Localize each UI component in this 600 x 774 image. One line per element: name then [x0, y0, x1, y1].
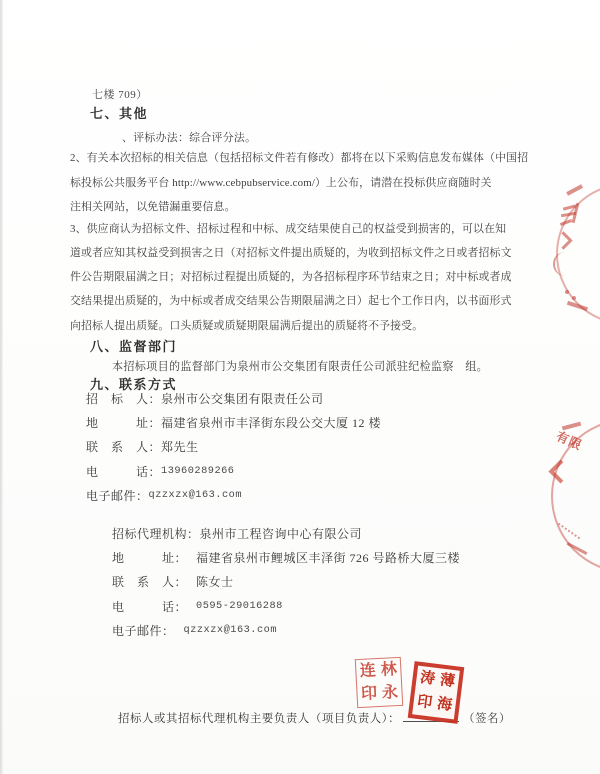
seal-character: 涛 — [419, 670, 436, 688]
contact-value: qzzxzx@163.com — [148, 489, 243, 502]
seal-character: 薄 — [438, 672, 456, 691]
contact-value: qzzxzx@163.com — [183, 624, 278, 637]
contact-value: 泉州市工程咨询中心有限公司 — [199, 526, 363, 541]
contact-row-email — [112, 618, 460, 642]
contact-label: 电子邮件： — [112, 623, 175, 638]
contact-value: 福建省泉州市鲤城区丰泽街 726 号路桥大厦三楼 — [196, 550, 461, 565]
scan-left-edge-shadow — [0, 0, 3, 774]
seal-character: 印 — [360, 684, 378, 703]
seal-character: 林 — [380, 661, 398, 680]
contact-label: 地 址： — [112, 550, 188, 565]
contact-label: 招标代理机构： — [112, 526, 200, 541]
contact-row-phone — [86, 459, 381, 483]
contact-value: 13960289266 — [161, 465, 235, 478]
continuation-line: 七楼 709） — [92, 89, 148, 101]
personal-name-seal-bo — [408, 661, 465, 724]
contact-row-address — [112, 545, 460, 569]
signature-prefix: 招标人或其招标代理机构主要负责人（项目负责人）： — [118, 713, 401, 725]
signature-suffix: （签名） — [463, 713, 512, 725]
stamp-mark — [566, 184, 583, 195]
contact-row-email — [86, 483, 381, 507]
personal-name-seal-lin — [355, 657, 404, 708]
paragraph-line: 道或者应知其权益受到损害之日（对招标文件提出质疑的，为收到招标文件之日或者招标文 — [70, 247, 512, 260]
seal-character: 印 — [416, 693, 434, 712]
paragraph-tender-info — [70, 146, 528, 220]
stamp-text: 有限 — [553, 429, 585, 453]
tenderer-contact-block — [86, 386, 381, 507]
contact-value: 陈女士 — [196, 575, 234, 590]
contact-label: 联 系 人： — [112, 575, 188, 590]
contact-row-tenderer — [86, 386, 381, 410]
agency-contact-block — [112, 521, 460, 642]
contact-label: 招 标 人： — [86, 391, 162, 406]
paragraph-line: 注相关网站，以免错漏重要信息。 — [70, 201, 236, 214]
contact-row-person — [86, 435, 381, 459]
paragraph-query-rules — [70, 217, 512, 338]
contact-label: 电 话： — [112, 599, 188, 614]
seal-character: 连 — [359, 662, 377, 681]
stamp-mark — [565, 290, 569, 294]
contact-value: 郑先生 — [161, 440, 199, 455]
seal-character: 永 — [381, 683, 399, 702]
contact-value: 0595-29016288 — [196, 600, 283, 613]
paragraph-line: 件公告期限届满之日；对招标过程提出质疑的，为各招标程序环节结束之日；对中标或者成 — [70, 271, 512, 284]
contact-row-phone — [112, 594, 460, 618]
contact-label: 联 系 人： — [86, 440, 162, 455]
supervision-body: 本招标项目的监督部门为泉州市公交集团有限责任公司派驻纪检监察 组。 — [112, 361, 488, 373]
contact-value: 泉州市公交集团有限责任公司 — [161, 391, 324, 406]
seal-character: 海 — [436, 696, 453, 714]
paragraph-line: 向招标人提出质疑。口头质疑或质疑期限届满后提出的质疑将不予接受。 — [70, 319, 424, 332]
paragraph-line: 3、供应商认为招标文件、招标过程和中标、成交结果使自己的权益受到损害的，可以在知 — [70, 223, 507, 235]
section-heading-other: 七、其他 — [90, 106, 149, 121]
contact-row-person — [112, 570, 460, 594]
contact-label: 地 址： — [86, 415, 162, 430]
paragraph-line: 交结果提出质疑的，为中标或者成交结果公告期限届满之日）起七个工作日内，以书面形式 — [70, 295, 512, 308]
section-heading-contact: 九、联系方式 — [90, 377, 178, 392]
paragraph-line: 2、有关本次招标的相关信息（包括招标文件若有修改）都将在以下采购信息发布媒体（中国招 — [70, 152, 529, 164]
contact-value: 福建省泉州市丰泽街东段公交大厦 12 楼 — [161, 415, 382, 430]
section-heading-supervision: 八、监督部门 — [90, 339, 178, 354]
stamp-mark — [572, 296, 576, 300]
stamp-mark — [553, 252, 567, 276]
contact-label: 电 话： — [86, 464, 162, 479]
contact-label: 电子邮件： — [86, 488, 149, 503]
contact-row-address — [86, 410, 381, 434]
contact-row-agency — [112, 521, 460, 545]
paragraph-line: 标投标公共服务平台 http://www.cebpubservice.com/）上公布，请潜在投标供应商随时关 — [70, 176, 492, 189]
evaluation-method-line: 、评标办法：综合评分法。 — [122, 132, 257, 144]
